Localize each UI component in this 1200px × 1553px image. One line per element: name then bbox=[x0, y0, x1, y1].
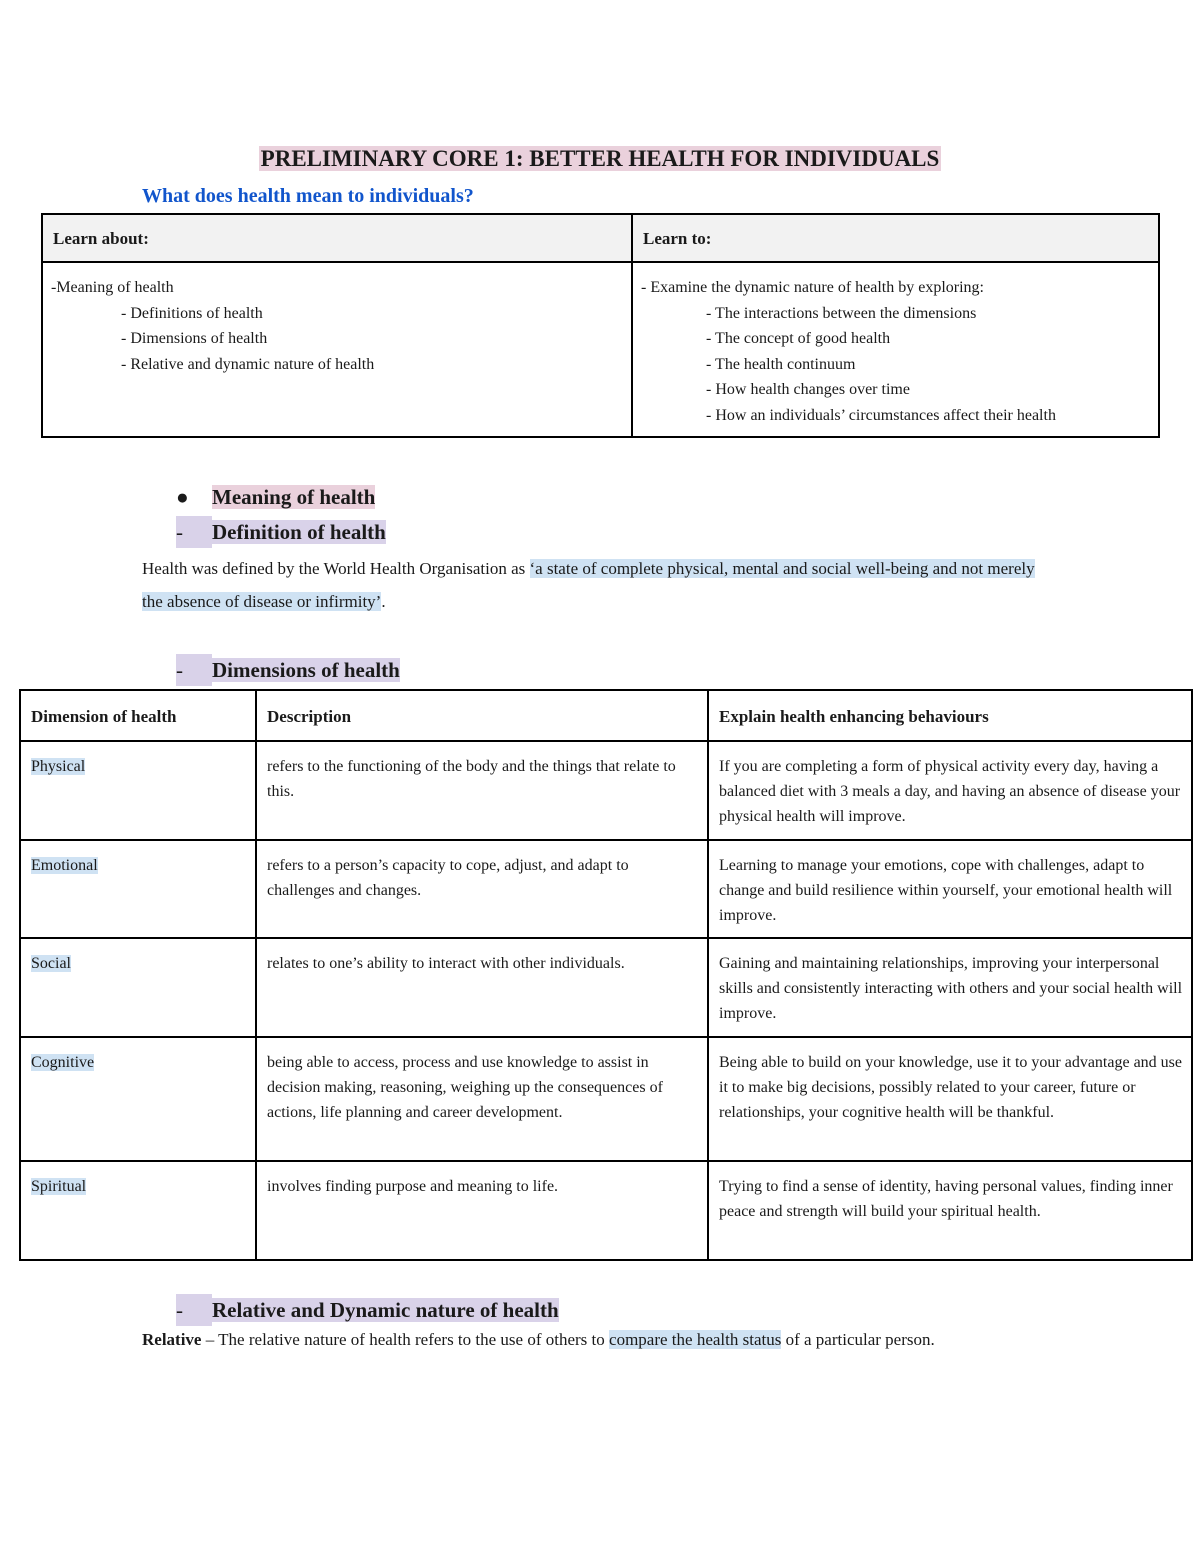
learn-about-main: -Meaning of health bbox=[51, 279, 174, 296]
dimensions-header-row bbox=[20, 690, 1192, 741]
dimension-cell: Cognitive bbox=[20, 1037, 256, 1161]
behaviours-cell: Trying to find a sense of identity, having personal values, finding inner peace and strength will build your spiritual health. bbox=[708, 1161, 1192, 1260]
learn-to-item: - The health continuum bbox=[706, 355, 856, 373]
description-cell: refers to the functioning of the body and the things that relate to this. bbox=[256, 741, 708, 840]
dimension-cell: Social bbox=[20, 938, 256, 1037]
dimension-cell: Emotional bbox=[20, 840, 256, 938]
header-behaviours: Explain health enhancing behaviours bbox=[708, 690, 1192, 741]
dimension-cell: Physical bbox=[20, 741, 256, 840]
heading-relative-dynamic-nature bbox=[176, 1294, 559, 1326]
document-subtitle: What does health mean to individuals? bbox=[142, 185, 474, 207]
description-cell: relates to one’s ability to interact with other individuals. bbox=[256, 938, 708, 1037]
description-cell: involves finding purpose and meaning to life. bbox=[256, 1161, 708, 1260]
learn-to-header: Learn to: bbox=[632, 214, 1159, 262]
behaviours-cell: Being able to build on your knowledge, use it to your advantage and use it to make big decisions, possibly related to your career, future or relationships, your cognitive health will be thankful. bbox=[708, 1037, 1192, 1161]
learn-to-item: - The interactions between the dimensions bbox=[706, 304, 977, 322]
document-title: PRELIMINARY CORE 1: BETTER HEALTH FOR INDIVIDUALS bbox=[260, 146, 940, 171]
learn-to-item: - The concept of good health bbox=[706, 330, 891, 347]
learn-to-main: - Examine the dynamic nature of health by exploring: bbox=[641, 279, 984, 296]
behaviours-cell: Learning to manage your emotions, cope with challenges, adapt to change and build resilience within yourself, your emotional health will improve. bbox=[708, 840, 1192, 938]
dimensions-table bbox=[19, 689, 1193, 1261]
behaviours-cell: If you are completing a form of physical activity every day, having a balanced diet with 3 meals a day, and having an absence of disease your physical health will improve. bbox=[708, 741, 1192, 840]
definition-paragraph: Health was defined by the World Health Organisation as ‘a state of complete physical, mental and social well-being and not merely the absence of disease or infirmity’. bbox=[142, 559, 1035, 611]
table-row bbox=[20, 741, 1192, 840]
table-row bbox=[20, 1161, 1192, 1260]
header-dimension: Dimension of health bbox=[20, 690, 256, 741]
bullet-marker: ● bbox=[176, 485, 189, 509]
learn-table-body-row bbox=[42, 262, 1159, 437]
relative-term: Relative bbox=[142, 1330, 202, 1349]
learn-about-item: - Dimensions of health bbox=[121, 330, 268, 347]
table-row bbox=[20, 1037, 1192, 1161]
learn-about-header: Learn about: bbox=[42, 214, 632, 262]
heading-text: Relative and Dynamic nature of health bbox=[212, 1298, 559, 1322]
dash-marker: - bbox=[176, 1294, 212, 1326]
dimension-cell: Spiritual bbox=[20, 1161, 256, 1260]
table-row bbox=[20, 840, 1192, 938]
description-cell: refers to a person’s capacity to cope, adjust, and adapt to challenges and changes. bbox=[256, 840, 708, 938]
learn-to-item: - How health changes over time bbox=[706, 381, 910, 398]
description-cell: being able to access, process and use knowledge to assist in decision making, reasoning, weighing up the consequences of actions, life planning and career development. bbox=[256, 1037, 708, 1161]
dash-marker: - bbox=[176, 654, 212, 686]
heading-text: Definition of health bbox=[212, 520, 386, 544]
learn-to-item: - How an individuals’ circumstances affect their health bbox=[706, 406, 1056, 424]
dash-marker: - bbox=[176, 516, 212, 548]
relative-paragraph: Relative – The relative nature of health refers to the use of others to compare the health status of a particular person. bbox=[142, 1330, 935, 1349]
learn-outcomes-table bbox=[41, 213, 1160, 438]
learn-about-item: - Relative and dynamic nature of health bbox=[121, 355, 375, 373]
relative-highlight: compare the health status bbox=[609, 1330, 782, 1349]
heading-meaning-of-health bbox=[176, 481, 375, 513]
heading-dimensions-of-health bbox=[176, 654, 400, 686]
heading-definition-of-health bbox=[176, 516, 386, 548]
table-row bbox=[20, 938, 1192, 1037]
learn-about-item: - Definitions of health bbox=[121, 304, 263, 322]
learn-about-cell bbox=[42, 262, 632, 437]
learn-to-cell bbox=[632, 262, 1159, 437]
learn-table-header-row bbox=[42, 214, 1159, 262]
behaviours-cell: Gaining and maintaining relationships, improving your interpersonal skills and consistently interacting with others and your social health will improve. bbox=[708, 938, 1192, 1037]
header-description: Description bbox=[256, 690, 708, 741]
who-definition-quote: ‘a state of complete physical, mental and social well-being and not merely the absence of disease or infirmity’ bbox=[142, 559, 1035, 611]
heading-text: Dimensions of health bbox=[212, 658, 400, 682]
heading-text: Meaning of health bbox=[212, 485, 376, 509]
